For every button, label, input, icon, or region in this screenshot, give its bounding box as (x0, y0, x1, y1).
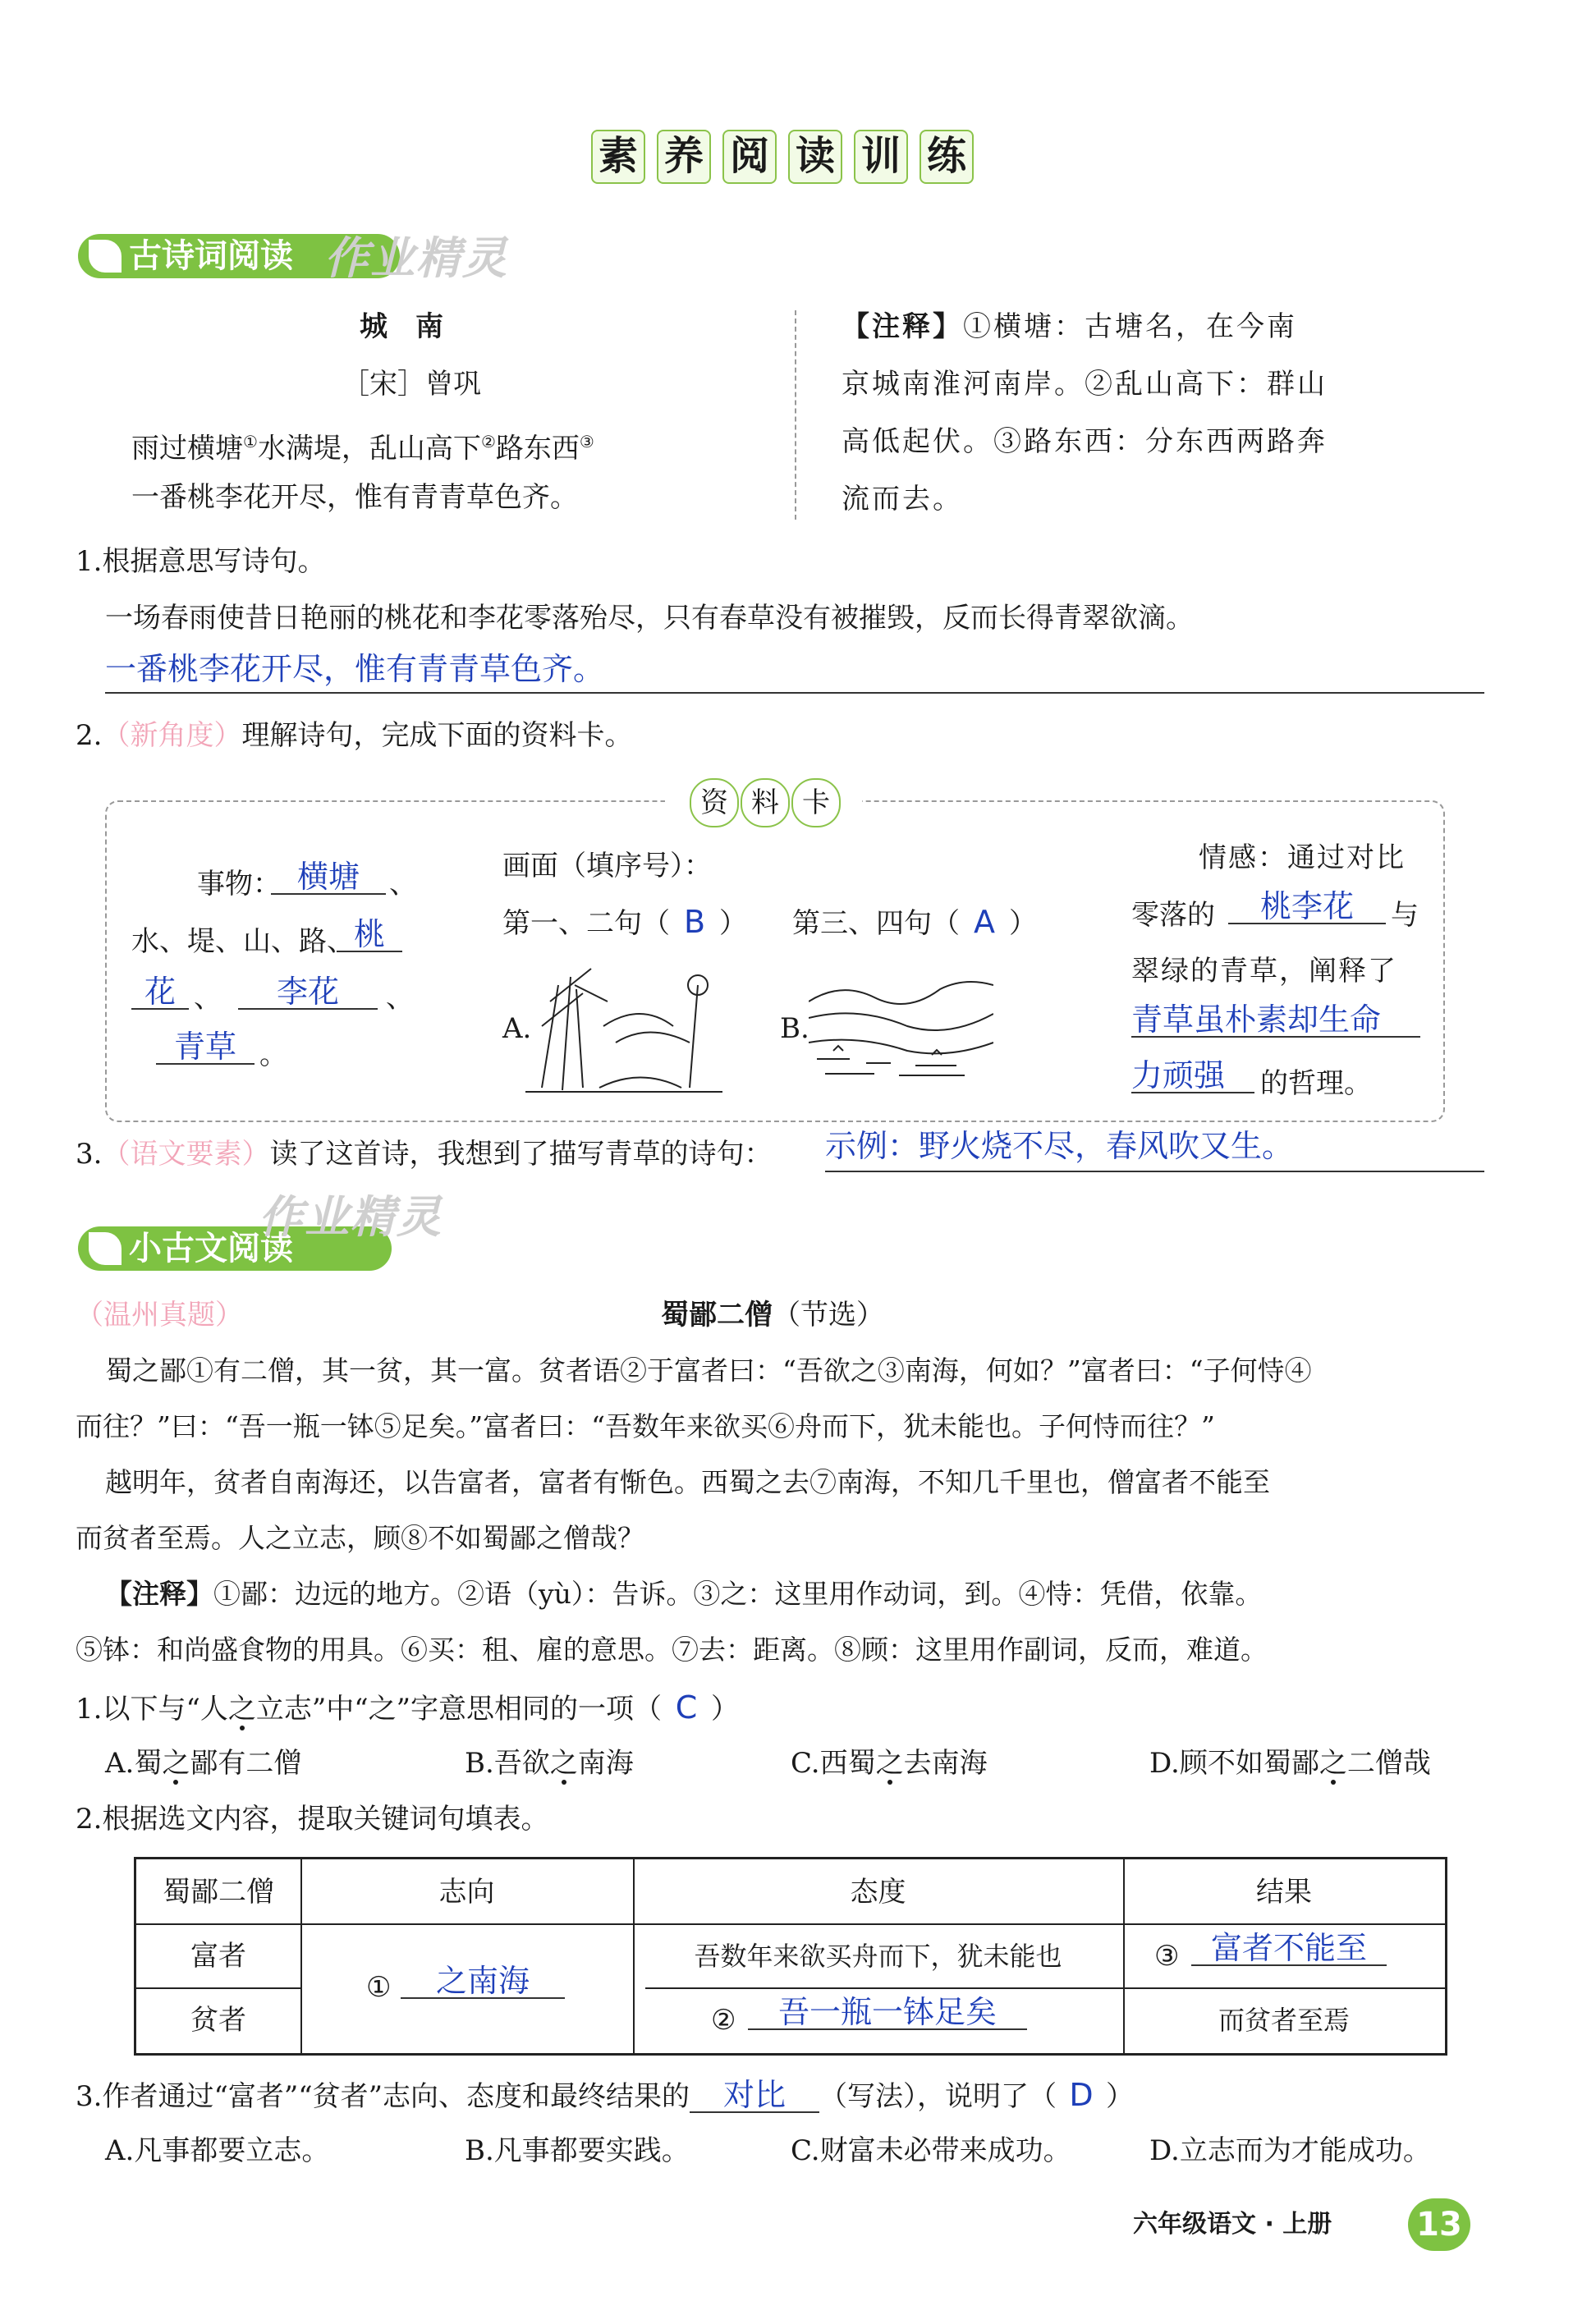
things-answer-4[interactable]: 青草 (156, 1030, 255, 1065)
rich-result-num: ③ (1154, 1940, 1180, 1973)
table-row-poor: 贫者 (190, 2004, 246, 2037)
things-sep-3: 、 (386, 982, 414, 1015)
image-b-landscape (809, 969, 993, 1084)
leaf-icon (89, 1232, 122, 1265)
picture-q1: 第一、二句（ B ） (502, 904, 747, 940)
emotion-answer-1[interactable]: 桃李花 (1228, 890, 1386, 924)
things-answer-2b[interactable]: 花 (131, 975, 189, 1010)
image-b-label: B. (780, 1012, 809, 1045)
picture-label: 画面（填序号）： (502, 850, 712, 882)
leaf-icon (89, 240, 122, 273)
summary-table (134, 1857, 1447, 2056)
emotion-line-3: 翠绿的青草，阐释了 (1131, 955, 1397, 988)
pq2-stem: 2.根据选文内容，提取关键词句填表。 (76, 1803, 549, 1836)
emotion-line-1: 情感：通过对比 (1199, 841, 1406, 874)
card-title-char-2: 料 (741, 778, 790, 827)
pq3-answer-1[interactable]: 对比 (690, 2079, 819, 2113)
things-label: 事物： (197, 868, 281, 901)
page-number-badge: 13 (1408, 2198, 1470, 2251)
pq1-answer[interactable]: C (675, 1689, 698, 1726)
poem-title: 城 南 (360, 310, 443, 343)
title-char-6: 练 (920, 130, 974, 184)
title-char-1: 素 (591, 130, 645, 184)
pq3-option-a[interactable]: A.凡事都要立志。 (105, 2134, 330, 2167)
q3-stem: 3.（语文要素）读了这首诗，我想到了描写青草的诗句： (76, 1138, 773, 1171)
prose-source: （温州真题） (76, 1299, 243, 1332)
image-a-label: A. (502, 1012, 532, 1045)
poem-note: 【注释】①横塘：古塘名，在今南 (842, 310, 1297, 343)
pq3-stem: 3.作者通过“富者”“贫者”志向、态度和最终结果的 对比 （写法），说明了（ D ） (76, 2077, 1134, 2113)
aim-num: ① (366, 1971, 392, 2004)
things-mid: 水、堤、山、路、 (131, 925, 355, 958)
title-char-3: 阅 (722, 130, 777, 184)
pq1-option-a[interactable]: A.蜀之鄙有二僧 (105, 1747, 302, 1780)
things-answer-3[interactable]: 李花 (238, 975, 378, 1010)
q3-answer: 示例：野火烧不尽，春风吹又生。 (825, 1128, 1294, 1164)
things-answer-1[interactable]: 横塘 (271, 860, 386, 895)
table-header-monks: 蜀鄙二僧 (163, 1876, 274, 1909)
poem-line-2: 一番桃李花开尽，惟有青青草色齐。 (131, 481, 578, 514)
poem-note-2: 京城南淮河南岸。②乱山高下：群山 (842, 368, 1328, 401)
poor-attitude-answer[interactable]: 吾一瓶一钵足矣 (748, 1996, 1027, 2030)
picture-answer-2[interactable]: A (974, 904, 995, 940)
pq3-option-c[interactable]: C.财富未必带来成功。 (791, 2134, 1071, 2167)
pq1-stem: 1.以下与“人之立志”中“之”字意思相同的一项（ C ） (76, 1689, 739, 1726)
watermark: 作业精灵 (259, 1191, 443, 1243)
pq1-option-c[interactable]: C.西蜀之去南海 (791, 1747, 988, 1780)
poem-line-1: 雨过横塘①水满堤，乱山高下②路东西③ (131, 432, 594, 465)
things-answer-2a[interactable]: 桃 (337, 918, 402, 952)
title-char-2: 养 (657, 130, 711, 184)
table-header-result: 结果 (1256, 1876, 1312, 1909)
q1-answer-line[interactable] (105, 653, 1484, 694)
table-header-attitude: 态度 (850, 1876, 906, 1909)
things-sep-1: 、 (389, 868, 417, 901)
prose-p1-l2: 而往？”曰：“吾一瓶一钵⑤足矣。”富者曰：“吾数年来欲买⑥舟而下，犹未能也。子何恃而往？” (76, 1410, 1215, 1442)
prose-p2-l1: 越明年，贫者自南海还，以告富者，富者有惭色。西蜀之去⑦南海，不知几千里也，僧富者不能至 (105, 1466, 1270, 1498)
pq3-answer-2[interactable]: D (1069, 2077, 1094, 2113)
rich-result-answer[interactable]: 富者不能至 (1191, 1932, 1387, 1966)
section-label-prose: 小古文阅读 (129, 1230, 293, 1267)
pq1-option-b[interactable]: B.吾欲之南海 (465, 1747, 634, 1780)
card-title-char-1: 资 (690, 778, 739, 827)
prose-title: 蜀鄙二僧（节选） (661, 1299, 884, 1332)
section-label-poem: 古诗词阅读 (129, 237, 293, 275)
prose-note-1: 【注释】①鄙：边远的地方。②语（yù）：告诉。③之：这里用作动词，到。④恃：凭借，依靠。 (105, 1578, 1263, 1610)
prose-note-2: ⑤钵：和尚盛食物的用具。⑥买：租、雇的意思。⑦去：距离。⑧顾：这里用作副词，反而，难道。 (76, 1634, 1268, 1666)
picture-answer-1[interactable]: B (683, 904, 706, 940)
table-header-aim: 志向 (438, 1876, 495, 1909)
things-end: 。 (259, 1038, 287, 1071)
prose-p2-l2: 而贫者至焉。人之立志，顾⑧不如蜀鄙之僧哉？ (76, 1522, 644, 1554)
emotion-answer-2[interactable]: 青草虽朴素却生命 (1131, 1003, 1420, 1038)
footer-book: 六年级语文 · 上册 (1133, 2210, 1332, 2239)
q1-meaning: 一场春雨使昔日艳丽的桃花和李花零落殆尽，只有春草没有被摧毁，反而长得青翠欲滴。 (105, 602, 1194, 635)
emotion-line-2b: 与 (1391, 899, 1419, 932)
emotion-line-2a: 零落的 (1131, 899, 1215, 932)
poem-divider (795, 310, 796, 520)
poor-result: 而贫者至焉 (1218, 2005, 1350, 2036)
rich-attitude: 吾数年来欲买舟而下，犹未能也 (694, 1941, 1062, 1972)
q2-stem: 2.（新角度）理解诗句，完成下面的资料卡。 (76, 719, 633, 752)
image-a-trees (525, 952, 722, 1096)
poor-attitude-num: ② (711, 2004, 736, 2037)
emotion-answer-3[interactable]: 力顽强 (1131, 1059, 1254, 1093)
title-char-4: 读 (788, 130, 842, 184)
q1-answer: 一番桃李花开尽，惟有青青草色齐。 (105, 651, 605, 687)
poem-author: ［宋］曾巩 (342, 368, 481, 401)
pq3-option-b[interactable]: B.凡事都要实践。 (465, 2134, 690, 2167)
prose-p1-l1: 蜀之鄙①有二僧，其一贫，其一富。贫者语②于富者曰：“吾欲之③南海，何如？”富者曰：“子何恃④ (105, 1354, 1312, 1387)
things-sep-2: 、 (194, 982, 222, 1015)
q1-stem: 1.根据意思写诗句。 (76, 545, 326, 578)
title-char-5: 训 (854, 130, 908, 184)
table-row-rich: 富者 (190, 1940, 246, 1973)
picture-q2: 第三、四句（ A ） (792, 904, 1037, 940)
pq1-option-d[interactable]: D.顾不如蜀鄙之二僧哉 (1149, 1747, 1431, 1780)
poem-note-4: 流而去。 (842, 483, 963, 516)
q3-answer-line[interactable] (825, 1130, 1484, 1172)
watermark: 作业精灵 (324, 232, 508, 284)
emotion-end: 的哲理。 (1260, 1067, 1372, 1100)
aim-answer[interactable]: 之南海 (401, 1964, 565, 1999)
poem-note-3: 高低起伏。③路东西：分东西两路奔 (842, 425, 1328, 458)
pq3-option-d[interactable]: D.立志而为才能成功。 (1149, 2134, 1431, 2167)
card-title-char-3: 卡 (791, 778, 841, 827)
